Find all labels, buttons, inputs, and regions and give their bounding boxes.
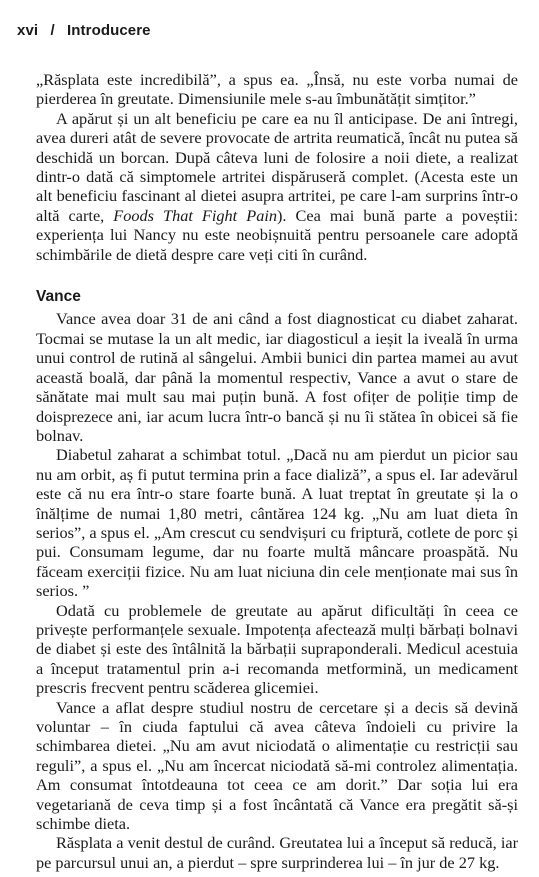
intro-paragraph-2-text-a: A apărut și un alt beneficiu pe care ea nu îl anticipase. De ani întregi, avea dureri atât de severe provocate de artrita reumatică, încât nu putea să deschidă un borcan. După câteva luni de folosire a noii diete, a realizat dintr-o dată că simptomele artritei dispăruseră complet. (Acesta este un alt beneficiu fascinant al dietei asupra artritei, pe care l-am surprins într-o altă carte, — [36, 108, 518, 225]
section-paragraph: Vance a aflat despre studiul nostru de cercetare și a decis să devină voluntar – în ciuda faptului că avea câteva îndoieli cu privire la schimbarea dietei. „Nu am avut niciodată o alimentație cu restricții sau reguli”, a spus el. „Nu am încercat niciodată să-mi controlez alimentația. Am consumat întotdeauna tot ceea ce am dorit.” Dar soția lui era vegetariană de ceva timp și a fost încântată că Vance era pregătit să-și schimbe dieta. — [36, 697, 518, 834]
section-paragraph: Diabetul zaharat a schimbat totul. „Dacă nu am pierdut un picior sau nu am orbit, aș fi putut termina prin a face dializă”, a spus el. Iar adevărul este că nu era într-o stare foarte bună. A luat treptat în greutate și la o înălțime de numai 1,80 metri, cântărea 124 kg. „Nu am luat dieta în serios”, a spus el. „Am crescut cu sendvișuri cu friptură, cotlete de porc și pui. Consumam legume, dar nu foarte multă mâncare proaspătă. Nu făceam exerciții fizice. Nu am luat niciuna din cele menționate mai sus în serios. ” — [36, 445, 518, 601]
page-number: xvi — [17, 22, 39, 39]
section-paragraph: Vance avea doar 31 de ani când a fost diagnosticat cu diabet zaharat. Tocmai se mutase la un alt medic, iar diagosticul a ieșit la iveală în urma unui control de rutină al sângelui. Ambii bunici din partea mamei au avut această boală, dar până la momentul respectiv, Vance a avut o stare de sănătate mai mult sau mai puțin bună. A fost ofițer de poliție timp de doisprezece ani, iar acum lucra într-o bancă și nu îi stătea în obicei să fie bolnav. — [36, 309, 518, 445]
intro-paragraph-1: „Răsplata este incredibilă”, a spus ea. „Însă, nu este vorba numai de pierderea în greutate. Dimensiunile mele s-au îmbunătățit simțitor.” — [36, 70, 518, 109]
chapter-title: Introducere — [67, 22, 151, 39]
intro-paragraph-2-text-b: ). Cea mai bună parte a poveștii: experiența lui Nancy nu este neobișnuită pentru persoanele care adoptă schimbările de dietă despre care veți citi în curând. — [36, 205, 518, 264]
section-paragraph: Odată cu problemele de greutate au apărut dificultăți în ceea ce privește performanțele sexuale. Impotența afectează mulți bărbați bolnavi de diabet și este des întâlnită la bărbații supraponderali. Medicul acestuia a început tratamentul prin a-i recomanda metformină, un medicament prescris frecvent pentru scăderea glicemiei. — [36, 600, 518, 698]
intro-paragraph-2 — [36, 109, 518, 264]
running-head — [17, 22, 151, 39]
page-body — [36, 70, 518, 872]
section-paragraph: Răsplata a venit destul de curând. Greutatea lui a început să reducă, iar pe parcursul unui an, a pierdut – spre surprinderea lui – în jur de 27 kg. — [36, 833, 518, 872]
section-heading: Vance — [36, 288, 81, 306]
header-separator: / — [50, 22, 55, 39]
book-title-italic: Foods That Fight Pain — [113, 205, 277, 225]
